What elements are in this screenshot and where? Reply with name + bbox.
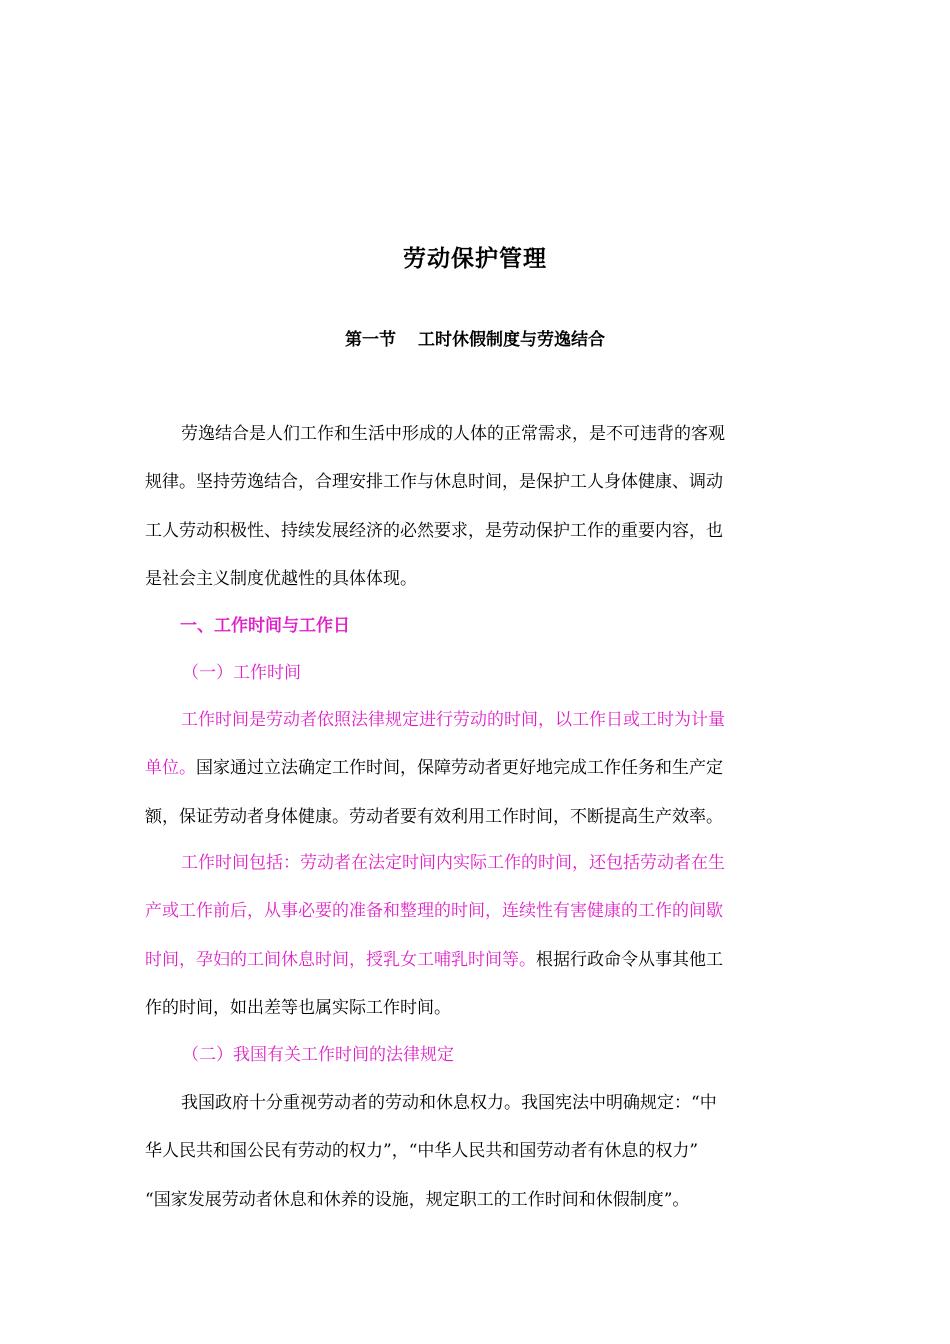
paragraph-text: 国家通过立法确定工作时间，保障劳动者更好地完成工作任务和生产定 <box>196 758 723 779</box>
work-time-paragraph-1 <box>145 696 820 841</box>
subheading-legal-provisions: （二）我国有关工作时间的法律规定 <box>182 1045 454 1065</box>
paragraph-line: 规律。坚持劳逸结合，合理安排工作与休息时间，是保护工人身体健康、调动 <box>145 472 723 493</box>
legal-provisions-paragraph <box>145 1079 820 1224</box>
paragraph-line: 我国政府十分重视劳动者的劳动和休息权力。我国宪法中明确规定：“中 <box>181 1093 717 1113</box>
section-title <box>0 327 950 353</box>
paragraph-line: “国家发展劳动者休息和休养的设施，规定职工的工作时间和休假制度”。 <box>145 1189 690 1210</box>
intro-paragraph <box>145 410 820 603</box>
paragraph-line: 劳逸结合是人们工作和生活中形成的人体的正常需求，是不可违背的客观 <box>181 424 725 444</box>
paragraph-line: 是社会主义制度优越性的具体体现。 <box>145 568 417 589</box>
paragraph-line: 工作时间包括：劳动者在法定时间内实际工作的时间，还包括劳动者在生 <box>181 853 725 873</box>
paragraph-line: 工人劳动积极性、持续发展经济的必然要求，是劳动保护工作的重要内容，也 <box>145 520 723 541</box>
paragraph-line: 作的时间，如出差等也属实际工作时间。 <box>145 997 451 1018</box>
paragraph-line: 额，保证劳动者身体健康。劳动者要有效利用工作时间，不断提高生产效率。 <box>145 806 723 827</box>
paragraph-line: 产或工作前后，从事必要的准备和整理的时间，连续性有害健康的工作的间歇 <box>145 901 723 922</box>
paragraph-line <box>145 744 820 792</box>
highlight-text: 时间，孕妇的工间休息时间，授乳女工哺乳时间等。 <box>145 949 536 970</box>
heading-level-1: 一、工作时间与工作日 <box>180 616 350 636</box>
work-time-paragraph-2 <box>145 839 820 1032</box>
document-title: 劳动保护管理 <box>403 246 547 272</box>
section-number: 第一节 <box>345 330 396 350</box>
paragraph-line: 华人民共和国公民有劳动的权力”，“中华人民共和国劳动者有休息的权力” <box>145 1141 699 1162</box>
section-name: 工时休假制度与劳逸结合 <box>418 330 605 350</box>
paragraph-line: 工作时间是劳动者依照法律规定进行劳动的时间，以工作日或工时为计量 <box>181 710 725 730</box>
paragraph-text: 根据行政命令从事其他工 <box>536 949 723 970</box>
paragraph-line <box>145 936 820 984</box>
subheading-work-time: （一）工作时间 <box>182 663 301 683</box>
highlight-text: 单位。 <box>145 758 196 779</box>
